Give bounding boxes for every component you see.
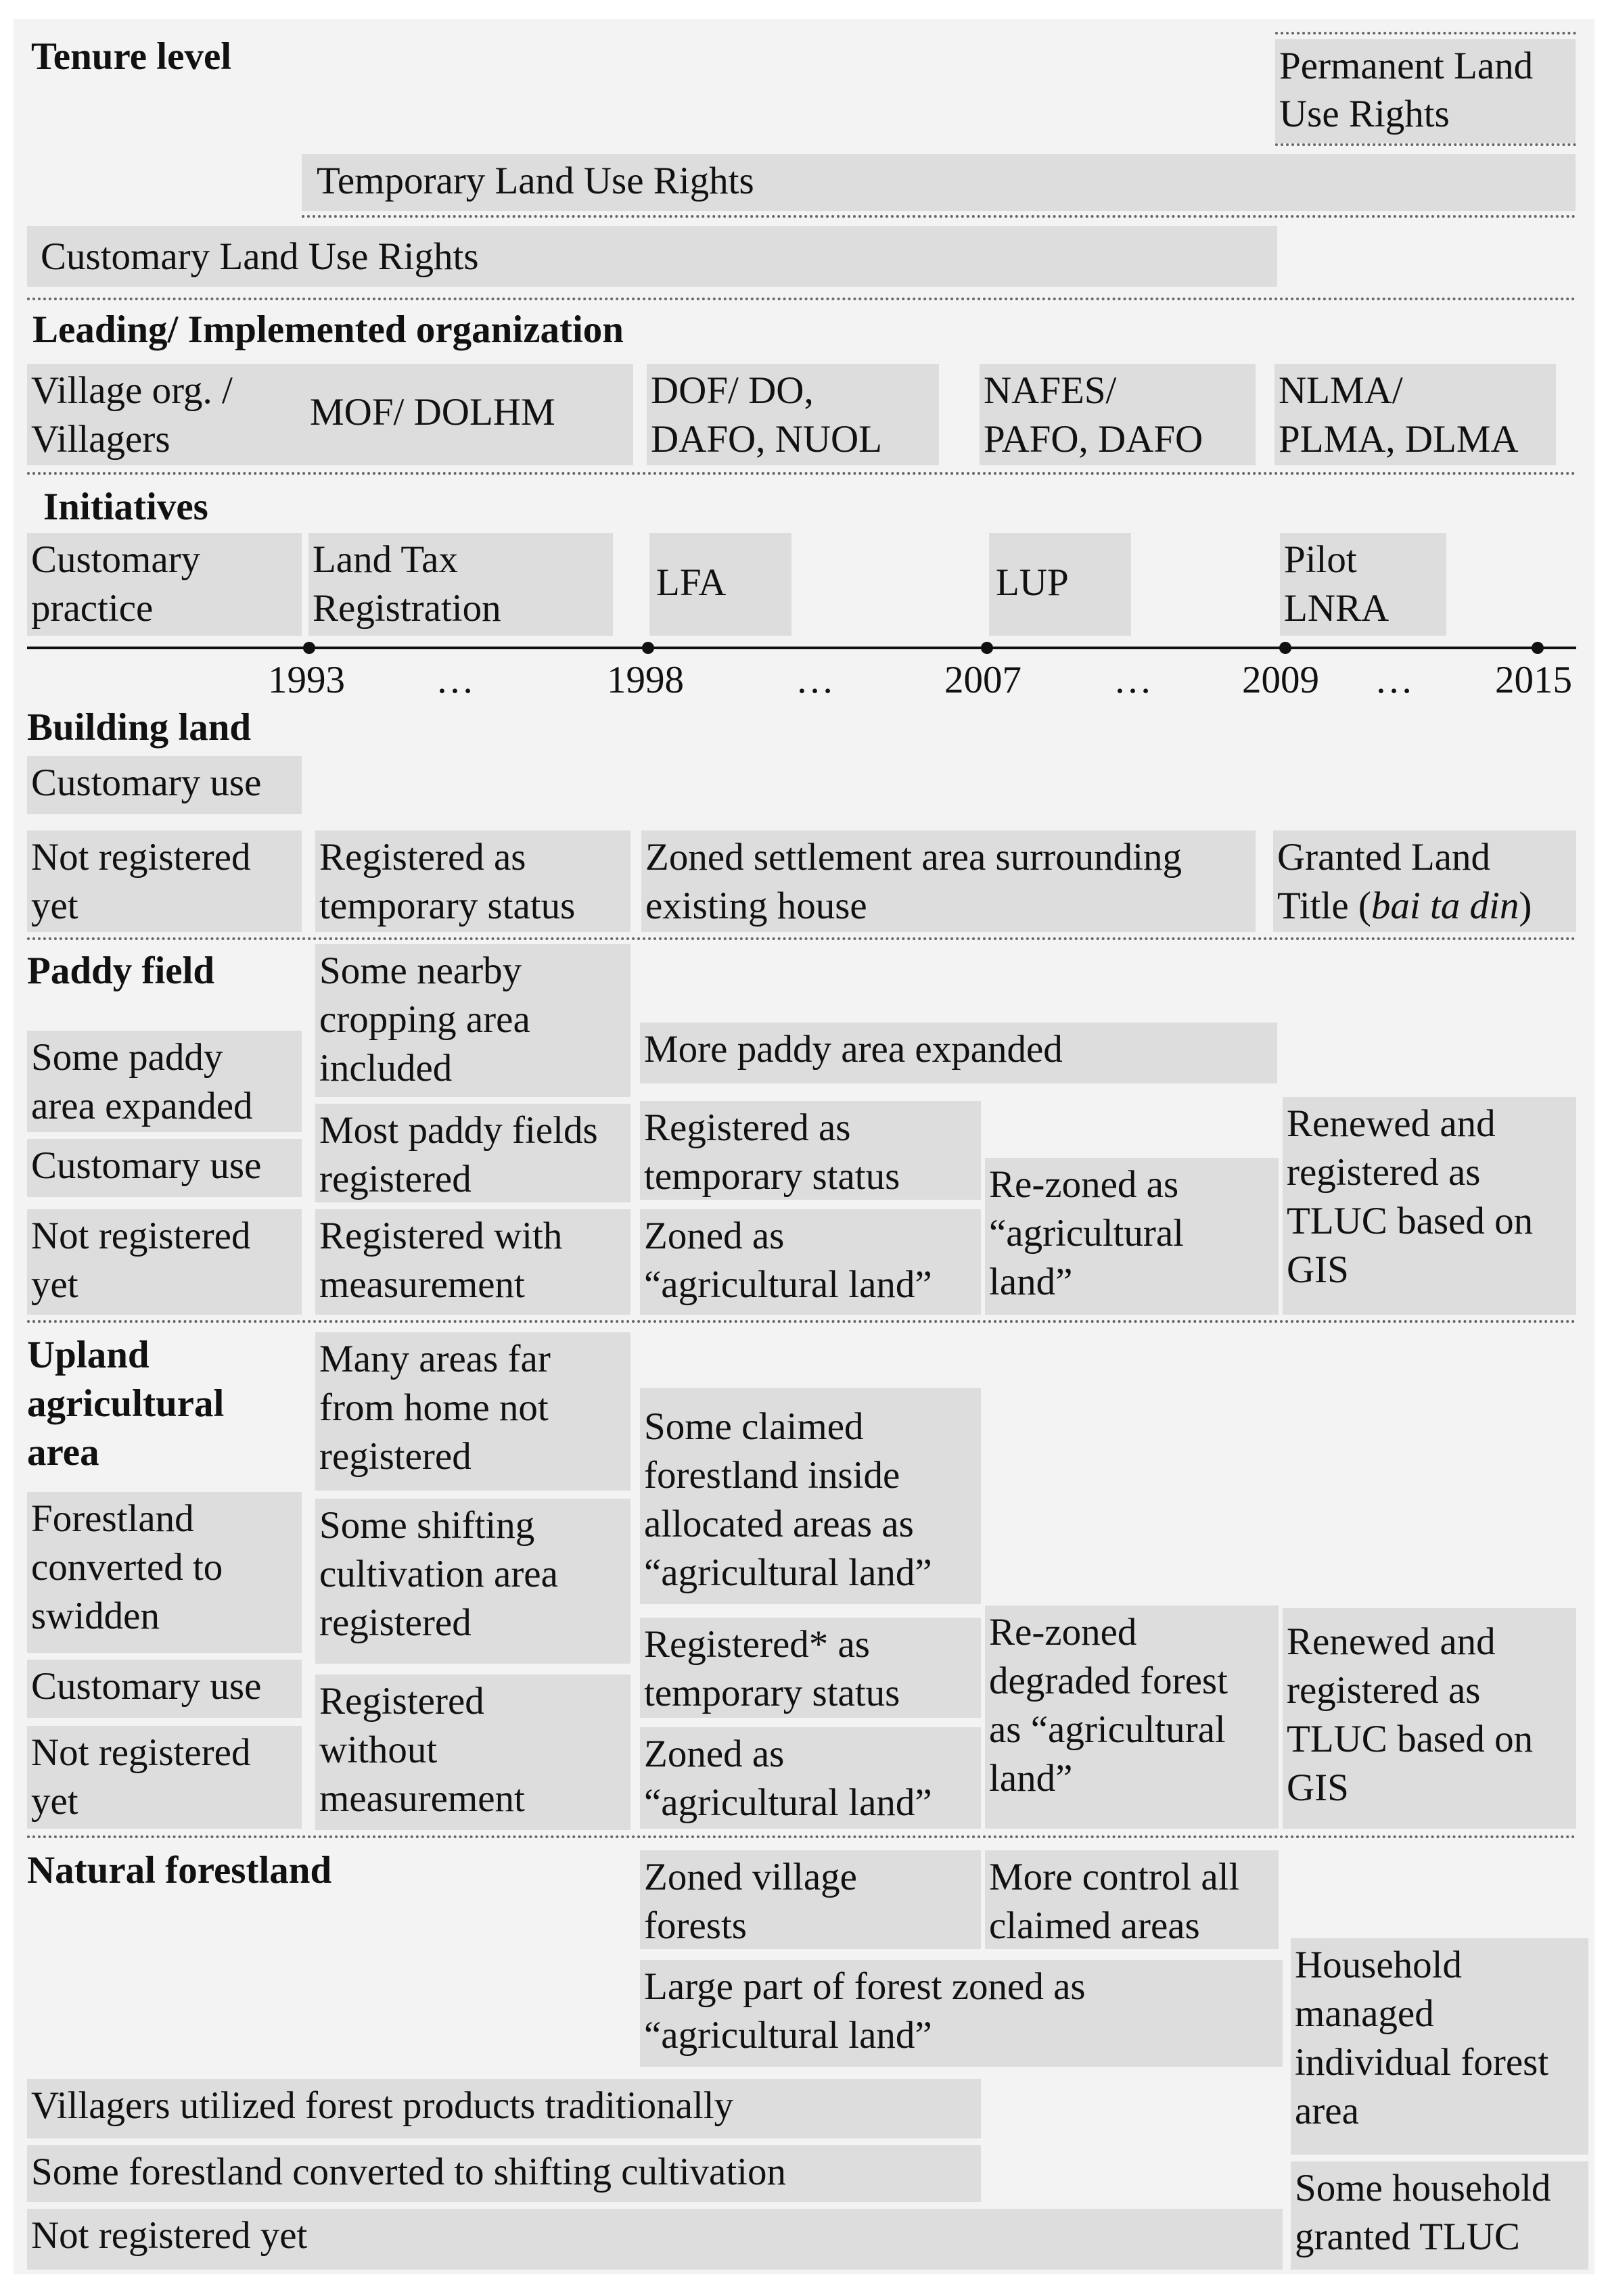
box-line: as “agricultural [989, 1708, 1226, 1751]
upland-claimed-forestland-box [640, 1388, 981, 1604]
box-line: temporary status [319, 885, 576, 927]
text-fragment: Title ( [1277, 885, 1371, 927]
timeline-point-1993 [303, 642, 315, 654]
box-line: TLUC based on [1287, 1200, 1534, 1242]
box-line: Large part of forest zoned as [644, 1965, 1086, 2008]
box-line: Granted Land [1277, 836, 1490, 878]
header-line: Upland [27, 1334, 150, 1376]
tick-ellipsis: … [436, 659, 474, 701]
section-divider [27, 472, 1576, 475]
box-line: land” [989, 1261, 1073, 1303]
temporary-bottom-border [302, 215, 1576, 218]
box-line: NLMA/ [1279, 369, 1403, 412]
box-line: Use Rights [1279, 93, 1450, 135]
box-line: registered [319, 1158, 472, 1200]
tick-label-2009: 2009 [1242, 659, 1319, 701]
box-line: Registration [313, 587, 501, 630]
org-mof-box [302, 364, 633, 465]
building-land-header: Building land [27, 706, 252, 749]
box-line: DAFO, NUOL [651, 418, 882, 461]
upland-many-areas-box [315, 1332, 630, 1491]
text-fragment: ) [1519, 885, 1532, 927]
box-line: yet [31, 1780, 78, 1823]
paddy-rezoned-agricultural-box [985, 1158, 1279, 1315]
box-line: Customary [31, 538, 201, 581]
building-registered-temporary-box [315, 830, 630, 932]
box-line: area expanded [31, 1085, 253, 1127]
timeline-axis [27, 647, 1576, 649]
upland-rezoned-degraded-box [985, 1606, 1279, 1829]
building-zoned-settlement-box [641, 830, 1256, 932]
box-line: Registered as [319, 836, 526, 878]
box-line: Re-zoned as [989, 1163, 1179, 1206]
box-line: registered [319, 1435, 472, 1478]
paddy-nearby-cropping-box [315, 944, 630, 1097]
forest-household-granted-tluc-box [1291, 2161, 1588, 2270]
tenure-level-header: Tenure level [31, 35, 232, 78]
box-line: Most paddy fields [319, 1109, 598, 1152]
initiative-lfa-box [649, 533, 791, 636]
upland-registered-star-box [640, 1618, 981, 1718]
upland-header [27, 1331, 224, 1477]
forest-converted-shifting-box: Some forestland converted to shifting cultivation [27, 2145, 981, 2202]
box-line: GIS [1287, 1248, 1349, 1291]
box-line: Registered* as [644, 1623, 870, 1666]
box-line: Some household [1295, 2167, 1551, 2209]
initiative-customary-practice-box [27, 533, 302, 636]
tick-ellipsis: … [1113, 659, 1152, 701]
organization-header: Leading/ Implemented organization [32, 308, 624, 351]
header-line: agricultural [27, 1382, 225, 1425]
section-divider [27, 1835, 1576, 1838]
box-line: forestland inside [644, 1454, 900, 1497]
upland-customary-use-box: Customary use [27, 1660, 302, 1718]
forest-village-forests-box [640, 1850, 981, 1949]
initiative-pilot-lnra-box [1280, 533, 1446, 636]
tick-label-2007: 2007 [944, 659, 1021, 701]
box-line: existing house [645, 885, 867, 927]
box-line: measurement [319, 1777, 525, 1820]
upland-zoned-agricultural-box [640, 1727, 981, 1829]
box-line: Many areas far [319, 1338, 551, 1380]
box-line: “agricultural [989, 1212, 1185, 1255]
box-line: swidden [31, 1595, 160, 1637]
paddy-registered-with-measurement-box [315, 1209, 630, 1315]
box-line: Registered [319, 1680, 484, 1723]
org-dof-box [647, 364, 939, 465]
box-line: DOF/ DO, [651, 369, 814, 412]
box-line: Renewed and [1287, 1620, 1496, 1663]
paddy-most-registered-box [315, 1104, 630, 1202]
box-line: LNRA [1284, 587, 1389, 630]
initiative-land-tax-box [308, 533, 613, 636]
box-line: Land Tax [313, 538, 458, 581]
box-line: MOF/ DOLHM [310, 391, 555, 434]
box-line: LUP [996, 561, 1069, 604]
timeline-point-2009 [1279, 642, 1291, 654]
box-line: GIS [1287, 1766, 1349, 1809]
box-line: Not registered [31, 1731, 251, 1774]
tick-ellipsis: … [796, 659, 834, 701]
box-line: “agricultural land” [644, 2014, 932, 2057]
box-line: degraded forest [989, 1660, 1228, 1702]
paddy-zoned-agricultural-box [640, 1209, 981, 1315]
box-line: land” [989, 1757, 1073, 1800]
forest-large-part-zoned-box [640, 1960, 1283, 2067]
italic-term: bai ta din [1371, 885, 1519, 927]
box-line: Permanent Land [1279, 45, 1534, 87]
box-line: from home not [319, 1386, 549, 1429]
box-line: TLUC based on [1287, 1718, 1534, 1760]
box-line: Some claimed [644, 1405, 864, 1448]
building-not-registered-box [27, 830, 302, 932]
box-line: allocated areas as [644, 1503, 914, 1545]
box-line: Some paddy [31, 1036, 223, 1079]
paddy-customary-use-box: Customary use [27, 1139, 302, 1197]
org-village-box [27, 364, 302, 465]
forest-villagers-utilized-box: Villagers utilized forest products traditionally [27, 2079, 981, 2138]
paddy-not-registered-box [27, 1209, 302, 1315]
upland-shifting-cultivation-box [315, 1499, 630, 1664]
box-line: More control all [989, 1856, 1240, 1898]
timeline-point-1998 [642, 642, 654, 654]
upland-not-registered-box [27, 1726, 302, 1829]
box-line: forests [644, 1904, 747, 1947]
building-granted-land-title-box [1273, 830, 1576, 932]
box-line: Registered as [644, 1106, 851, 1149]
box-line: yet [31, 885, 78, 927]
tick-ellipsis: … [1375, 659, 1413, 701]
upland-forestland-converted-box [27, 1492, 302, 1653]
box-line: Some nearby [319, 950, 522, 992]
box-line: without [319, 1729, 438, 1771]
section-divider [27, 1320, 1576, 1323]
forest-household-managed-box [1291, 1938, 1588, 2155]
box-line: Household [1295, 1944, 1462, 1986]
box-line: Renewed and [1287, 1102, 1496, 1145]
timeline-point-2007 [981, 642, 993, 654]
box-line: Villagers [31, 418, 170, 461]
paddy-more-expanded-box: More paddy area expanded [640, 1023, 1277, 1083]
box-line: LFA [656, 561, 727, 604]
box-line: Registered with [319, 1215, 563, 1257]
box-line: cropping area [319, 998, 530, 1041]
natural-forestland-header: Natural forestland [27, 1849, 332, 1892]
box-line: temporary status [644, 1672, 900, 1714]
upland-renewed-tluc-box [1283, 1608, 1576, 1829]
box-line: Village org. / [31, 369, 233, 412]
box-line: Zoned as [644, 1733, 785, 1775]
permanent-land-use-rights-box [1275, 39, 1576, 143]
tick-label-2015: 2015 [1495, 659, 1572, 701]
section-divider [27, 298, 1576, 300]
box-line: granted TLUC [1295, 2216, 1520, 2258]
paddy-field-header: Paddy field [27, 950, 215, 992]
box-line: Not registered [31, 836, 251, 878]
section-divider [27, 937, 1576, 940]
paddy-renewed-tluc-box [1283, 1097, 1576, 1315]
paddy-some-expanded-box [27, 1031, 302, 1132]
org-nafes-box [980, 364, 1256, 465]
box-line: individual forest [1295, 2041, 1549, 2084]
box-line: claimed areas [989, 1904, 1200, 1947]
temporary-land-use-rights-box: Temporary Land Use Rights [302, 154, 1576, 211]
org-nlma-box [1274, 364, 1556, 465]
box-line: PLMA, DLMA [1279, 418, 1519, 461]
box-line: yet [31, 1263, 78, 1306]
box-line: registered as [1287, 1151, 1481, 1194]
permanent-top-border [1275, 32, 1576, 34]
timeline-point-2015 [1532, 642, 1544, 654]
permanent-bottom-border [1275, 143, 1576, 146]
forest-more-control-box [985, 1850, 1279, 1949]
box-line [1277, 882, 1572, 931]
box-line: Some shifting [319, 1504, 535, 1547]
building-customary-use-box: Customary use [27, 756, 302, 814]
box-line: “agricultural land” [644, 1551, 932, 1594]
customary-land-use-rights-box: Customary Land Use Rights [27, 226, 1277, 287]
box-line: “agricultural land” [644, 1263, 932, 1306]
box-line: area [1295, 2090, 1359, 2132]
initiative-lup-box [989, 533, 1131, 636]
box-line: Re-zoned [989, 1611, 1137, 1654]
forest-not-registered-box: Not registered yet [27, 2209, 1283, 2270]
box-line: temporary status [644, 1155, 900, 1198]
box-line: Zoned as [644, 1215, 785, 1257]
upland-without-measurement-box [315, 1674, 630, 1830]
box-line: Zoned village [644, 1856, 857, 1898]
box-line: registered as [1287, 1669, 1481, 1712]
box-line: Forestland [31, 1497, 194, 1540]
tick-label-1998: 1998 [607, 659, 684, 701]
box-line: included [319, 1047, 453, 1090]
header-line: area [27, 1431, 99, 1474]
initiatives-header: Initiatives [43, 486, 208, 528]
box-line: managed [1295, 1992, 1434, 2035]
box-line: converted to [31, 1546, 223, 1589]
box-line: PAFO, DAFO [984, 418, 1203, 461]
box-line: cultivation area [319, 1553, 558, 1595]
box-line: NAFES/ [984, 369, 1117, 412]
box-line: Not registered [31, 1215, 251, 1257]
box-line: “agricultural land” [644, 1781, 932, 1824]
box-line: registered [319, 1601, 472, 1644]
tick-label-1993: 1993 [268, 659, 345, 701]
paddy-registered-temporary-box [640, 1101, 981, 1200]
box-line: practice [31, 587, 154, 630]
box-line: Pilot [1284, 538, 1357, 581]
box-line: measurement [319, 1263, 525, 1306]
box-line: Zoned settlement area surrounding [645, 836, 1182, 878]
